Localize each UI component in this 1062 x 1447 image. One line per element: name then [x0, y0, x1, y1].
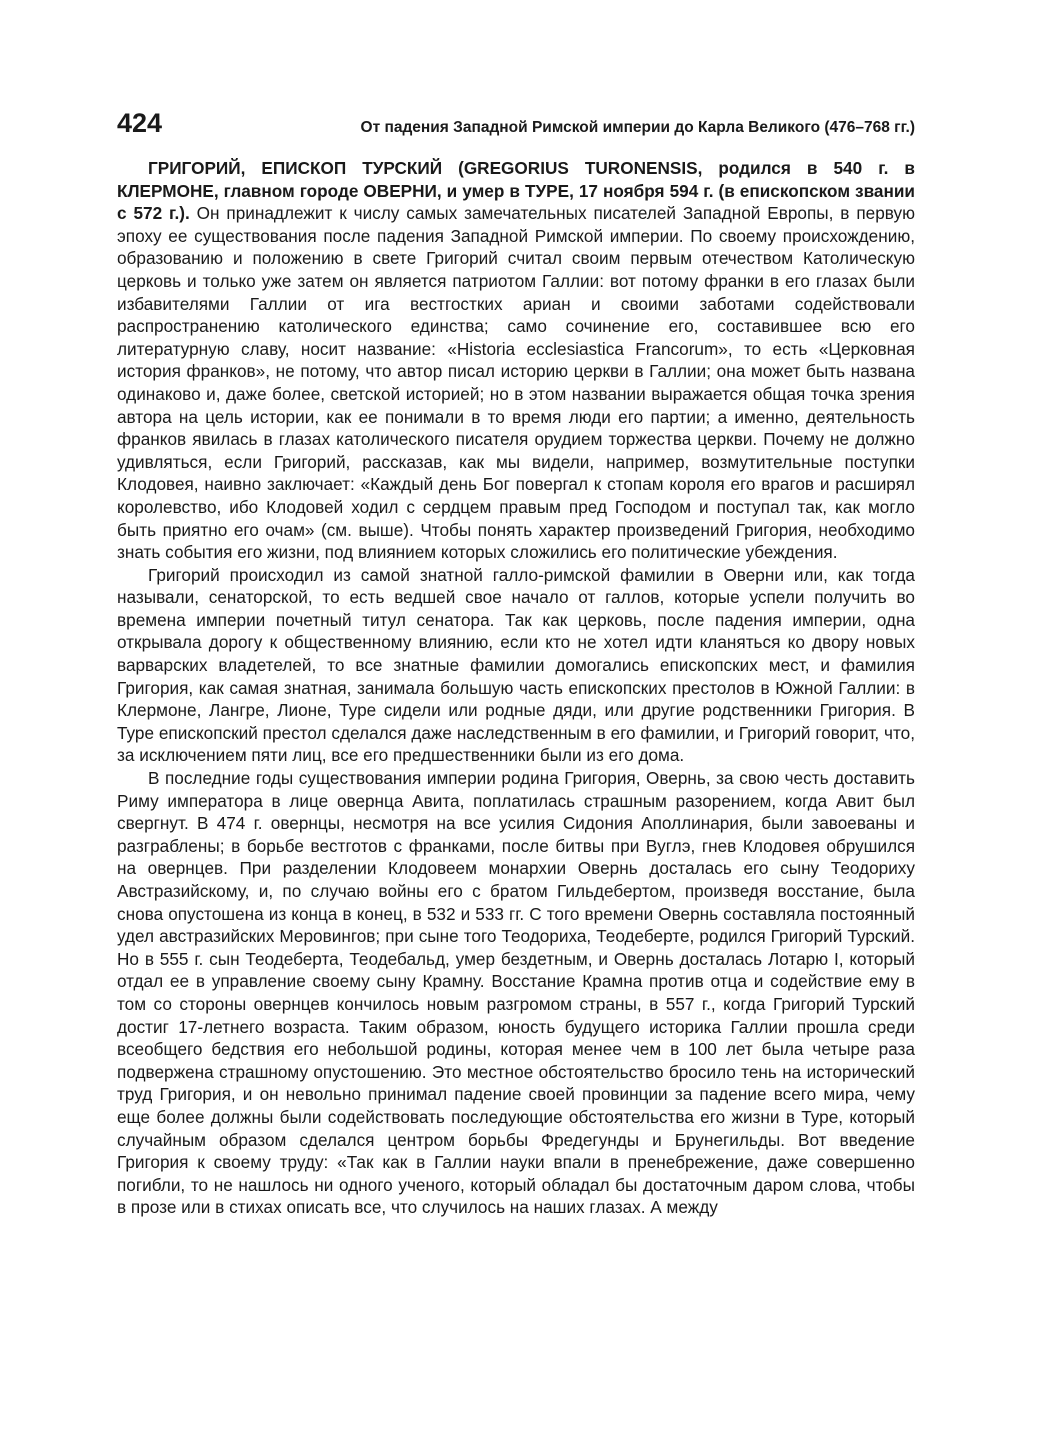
page	[117, 108, 915, 1219]
paragraph-1-text: Он принадлежит к числу самых замечательных писателей Западной Европы, в первую эпоху ее существования после падения Западной Римской империи. По своему происхождению, образованию и положению в свете Григорий считал своим первым отечеством Католическую церковь и только уже затем он является патриотом Галлии: вот потому франки в его глазах были избавителями Галлии от ига вестгостких ариан и своими заботами содействовали распространению католического единства; само сочинение его, составившее всю его литературную славу, носит название: «Historia ecclesiastica Francorum», то есть «Церковная история франков», не потому, что автор писал историю церкви в Галлии; она может быть названа одинаково и, даже более, светской историей; но в этом названии выражается общая точка зрения автора на цель истории, как ее понимали в то время люди его партии; а именно, деятельность франков явилась в глазах католического писателя орудием торжества церкви. Почему не должно удивляться, если Григорий, рассказав, как мы видели, например, возмутительные поступки Клодовея, наивно заключает: «Каждый день Бог повергал к стопам короля его врагов и расширял королевство, ибо Клодовей ходил с сердцем правым пред Господом и поступал так, как могло быть приятно его очам» (см. выше). Чтобы понять характер произведений Григория, необходимо знать события его жизни, под влиянием которых сложились его политические убеждения.	[117, 203, 915, 563]
paragraph-3: В последние годы существования империи родина Григория, Овернь, за свою честь доставить Риму императора в лице овернца Авита, поплатилась страшным разорением, когда Авит был свергнут. В 474 г. овернцы, несмотря на все усилия Сидония Аполлинария, были завоеваны и разграблены; в борьбе вестготов с франками, после битвы при Вуглэ, гнев Клодовея обрушился на овернцев. При разделении Клодовеем монархии Овернь досталась его сыну Теодориху Австразийскому, и, по случаю войны его с братом Гильдебертом, произведя восстание, была снова опустошена из конца в конец, в 532 и 533 гг. С того времени Овернь составляла постоянный удел австразийских Меровингов; при сыне того Теодориха, Теодеберте, родился Григорий Турский. Но в 555 г. сын Теодеберта, Теодебальд, умер бездетным, и Овернь досталась Лотарю I, который отдал ее в управление своему сыну Крамну. Восстание Крамна против отца и содействие ему в том со стороны овернцев кончилось новым разгромом страны, в 557 г., когда Григорий Турский достиг 17-летнего возраста. Таким образом, юность будущего историка Галлии прошла среди всеобщего бедствия его небольшой родины, которая менее чем в 100 лет была четыре раза подвержена страшному опустошению. Это местное обстоятельство бросило тень на исторический труд Григория, и он невольно принимал падение своей провинции за падение всего мира, чему еще более должны были содействовать последующие обстоятельства его жизни в Туре, который случайным образом сделался центром борьбы Фредегунды и Брунегильды. Вот введение Григория к своему труду: «Так как в Галлии науки впали в пренебрежение, даже совершенно погибли, то не нашлось ни одного ученого, который обладал бы достаточным даром слова, чтобы в прозе или в стихах описать все, что случилось на наших глазах. А между	[117, 768, 915, 1218]
running-title: От падения Западной Римской империи до Карла Великого (476–768 гг.)	[360, 119, 915, 136]
page-number: 424	[117, 108, 163, 138]
article-body	[117, 157, 915, 1219]
article-lead: ГРИГОРИЙ, ЕПИСКОП ТУРСКИЙ (GREGORIUS TURONENSIS, родился в 540 г. в КЛЕРМОНЕ, главном городе ОВЕРНИ, и умер в ТУРЕ, 17 ноября 594 г. (в епископском звании с 572 г.).	[117, 158, 915, 224]
paragraph-1	[117, 157, 915, 564]
page-header	[117, 108, 915, 139]
paragraph-2: Григорий происходил из самой знатной галло-римской фамилии в Оверни или, как тогда называли, сенаторской, то есть ведшей свое начало от галлов, которые успели получить во времена империи почетный титул сенатора. Так как церковь, после падения империи, одна открывала дорогу к общественному влиянию, если кто не хотел идти кланяться ко двору новых варварских владетелей, то все знатные фамилии домогались епископских мест, и фамилия Григория, как самая знатная, занимала большую часть епископских престолов в Южной Галлии: в Клермоне, Лангре, Лионе, Туре сидели или родные дяди, или другие родственники Григория. В Туре епископский престол сделался даже наследственным в его фамилии, и Григорий говорит, что, за исключением пяти лиц, все его предшественники были из его дома.	[117, 564, 915, 766]
